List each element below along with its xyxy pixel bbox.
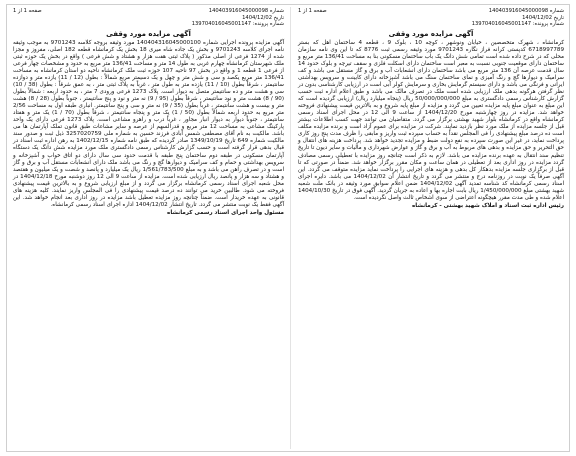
document-page	[6, 4, 570, 452]
notice-body: کرمانشاه ، شهرک متخصصین ، خیابان ونوشهر ، کوچه 10 ، بلوک 9 ، قطعه 4 ساختمان اهل که بستر 6718997789 کدپستی کرانه فراز نگاره 9701243 مورد وثیقه رسمی ثبت 8776 که تا این وی نامه سازمان محلی که در شرح داده شده است تمامی شش دانگ یک باب ساختمان مسکونی بنا به مساحت 136/41 متر مربع و ساختمان دارای موقعیت جنوبی نسبت به معبر است ساختمان دارای اسکلت فلزی و سقف تیرچه و بلوک حدود 14 سال قدمت عرصه آن 136 متر مربع می باشد ساختمان دارای انشعابات آب و برق و گاز مستقل می باشد و کف سرامیک و دیوارها گچ و رنگ آمیزی و نمای ساختمان سنگ می باشد آشپزخانه دارای کابینت و سرویس بهداشتی ایرانی و فرنگی می باشد و دارای سیستم گرمایش بخاری و سرمایش کولر آبی است در ارزیابی کارشناسی بدون در نظر گرفتن هرگونه بدهی ملک ارزیابی شده است ملک در تصرف مالک می باشد و طبق اعلام اداره ثبت حسب گزارش کارشناس رسمی دادگستری به مبلغ 50/000/000/000 ریال (پنجاه میلیارد ریال) ارزیابی گردیده است که این مبلغ به عنوان مبلغ پایه مزایده تعیین می گردد و مزایده از مبلغ پایه شروع و به بالاترین قیمت پیشنهادی فروخته خواهد شد. مزایده در روز چهارشنبه مورخ 1404/12/20 از ساعت 9 الی 12 در محل اجرای اسناد رسمی کرمانشاه واقع در کرمانشاه بلوار شهید بهشتی برگزار می گردد. متقاضیان می توانند جهت کسب اطلاعات بیشتر قبل از جلسه مزایده از ملک مورد نظر بازدید نمایند. شرکت در مزایده برای عموم آزاد است و برنده مزایده مکلف است ده درصد مبلغ پیشنهادی را فی المجلس نقداً به حساب سپرده ثبت واریز و مابقی را ظرف مدت پنج روز کاری پرداخت نماید، در غیر این صورت سپرده به نفع دولت ضبط و مزایده تجدید خواهد شد. پرداخت هزینه های انتقال و حق التحریر و حق مزایده و بدهی های مربوط به آب و برق و گاز و عوارض شهرداری و مالیات و سایر دیون تا تاریخ تنظیم سند انتقال به عهده برنده مزایده می باشد. لازم به ذکر است چنانچه روز مزایده با تعطیلی رسمی مصادف گردد مزایده در روز اداری بعد از تعطیلی در همان ساعت و مکان مقرر برگزار خواهد شد. ضمناً در صورتی که تا قبل از برگزاری جلسه مزایده بدهکار کل بدهی و هزینه های اجرایی را پرداخت نماید مزایده متوقف می گردد. این آگهی صرفاً یک نوبت در روزنامه درج و منتشر می گردد و تاریخ انتشار آن 1404/12/02 می باشد. دایره اجرای اسناد رسمی کرمانشاه کد شناسه تمدید آگهی 1404/12/02 ضمن اعلام سوابق مورد وثیقه در بانک ملت شعبه شهید بهشتی مبلغ 1/450/000/000 ریال بابت اجاره بها و اعاده به جریان گردید. آگهی فوق در تاریخ 1404/10/30 اعلام شده و طی مدت مقرر هیچگونه اعتراضی از سوی اشخاص ثالث واصل نگردیده است.	[298, 39, 565, 201]
notice-body: آگهی مزایده پرونده اجرایی شماره 140404316045000100 مورد وثیقه بروجه کلاسه 9701243 به موجب وثیقه نامه اجرای کلاسه 9701243 و بخش یک جاده شاه میری 18 بخش یک کرمانشاه قطعه 182 اصلی، مفروز و مجزا شده از 1274 فرعی از اصلی مذکور ( پلاک ثبتی هفت هزار و هشتاد و شش فرعی ) واقع در بخش یک حوزه ثبتی ملک شهرستان کرمانشاه چهارم غربی به طول 14 متر و مساحت 136/41 متر مربع به حدود و مشخصات چهار فرعی از فرعی 1 قطعه 1 و واقع در بخش 97 ناحیه 107 حوزه ثبت ملک کرمانشاه ناحیه دو استان کرمانشاه به مساحت 136/41 متر مربع یکصد و سی و شش متر و چهل و یک دسیمتر مربع شمالاً : بطول (12 / 11) یازده متر و دوازده سانتیمتر ، شرقاً بطول (10 / 11) یازده متر به طول متر ، غرباً به پلاک ثبتی متر ، به عمق شرقاً : بطول (38 / 10) سی و هشت متر و ده سانتیمتر متصل به دیوار است. پلاک 1273 فرعی ورودی 7 متر ، به حدود اربعه : شمالاً بطول (90 / 8) هشت متر و نود سانتیمتر ، شرقاً بطول (95 / 9) نه متر و نود و پنج سانتیمتر ، جنوباً بطول (28 / 8) هشت متر و بیست و هشت سانتیمتر ، غرباً بطول (35 / 9) نه متر و سی و پنج سانتیمتر. انباری طبقه اول به مساحت 2/56 متر مربع به حدود اربعه شمالاً بطول (50 / 1) یک متر و پنجاه سانتیمتر ، شرقاً بطول (70 / 1) یک متر و هفتاد سانتیمتر ، جنوباً دیوار به دیوار انبار مجاور ، غرباً درب و راهرو مشاعی است. پلاک 1273 فرعی دارای یک واحد پارکینگ مشاعی به مساحت 12 متر مربع و قدرالسهم از عرصه و سایر مشاعات طبق قانون تملک آپارتمان ها می باشد. مالکیت به نام آقای مصطفی شمس آبادی فرزند حسین به شماره ملی 3257020759 ذیل ثبت و صدور سند مالکیت شماره 649 تاریخ 1349/10/19 صادر گردیده که طبق نامه شماره 1402/12/15 به رهن اداره ثبت اسناد در قبال بدهی قرار گرفته است و حسب گزارش کارشناس رسمی دادگستری ملک مورد مزایده شش دانگ یک دستگاه آپارتمان مسکونی در طبقه دوم ساختمان پنج طبقه با قدمت حدود سی سال دارای دو اتاق خواب و آشپزخانه و سرویس بهداشتی و حمام و کف سرامیک و دیوارها گچ و رنگ می باشد ملک دارای انشعابات مستقل آب و برق و گاز است و در تصرف راهن می باشد و به مبلغ 1/561/783/500 ریال یک میلیارد و پانصد و شصت و یک میلیون و هفتصد و هشتاد و سه هزار و پانصد ریال ارزیابی شده است. مزایده از ساعت 9 الی 12 روز دوشنبه مورخ 1404/12/18 در محل شعبه اجرای اسناد رسمی کرمانشاه برگزار می گردد و از مبلغ ارزیابی شروع و به بالاترین قیمت پیشنهادی فروخته می شود. طالبین خرید می توانند ده درصد قیمت پیشنهادی را فی المجلس واریز نمایند. کلیه هزینه های قانونی به عهده خریدار است. ضمناً چنانچه روز مزایده تعطیل باشد مزایده در روز اداری بعد انجام خواهد شد. این آگهی فقط یک نوبت منتشر می گردد. تاریخ انتشار 1404/12/02 اداره اجرای اسناد رسمی کرمانشاه.	[13, 39, 285, 208]
notice-date: تاریخ 1404/12/02	[522, 14, 564, 21]
case-number: شماره پرونده: 139704016045001147	[471, 21, 564, 28]
page-indicator: صفحه 1 از 1	[13, 8, 42, 14]
left-notice	[9, 5, 288, 451]
notice-title: آگهی مزایده مورد وقفی	[106, 29, 191, 38]
right-notice	[294, 5, 568, 451]
notice-number: شماره 140403916045000098	[208, 8, 284, 14]
case-number: شماره پرونده: 139704016045001147	[191, 21, 284, 28]
notice-number: شماره 140403916045000098	[488, 8, 564, 14]
notice-date: تاریخ 1404/12/02	[242, 14, 284, 21]
notice-signature: مسئول واحد اجرای اسناد رسمی کرمانشاه	[167, 209, 284, 216]
page-indicator: صفحه 1 از 1	[298, 8, 327, 14]
column-divider	[290, 7, 291, 449]
notice-signature: رئیس اداره ثبت اسناد و املاک شهید بهشتی - کرمانشاه	[411, 202, 564, 209]
notice-title: آگهی مزایده مورد وقفی	[388, 29, 474, 38]
right-notice-header	[298, 8, 564, 28]
left-notice-header	[13, 8, 284, 28]
